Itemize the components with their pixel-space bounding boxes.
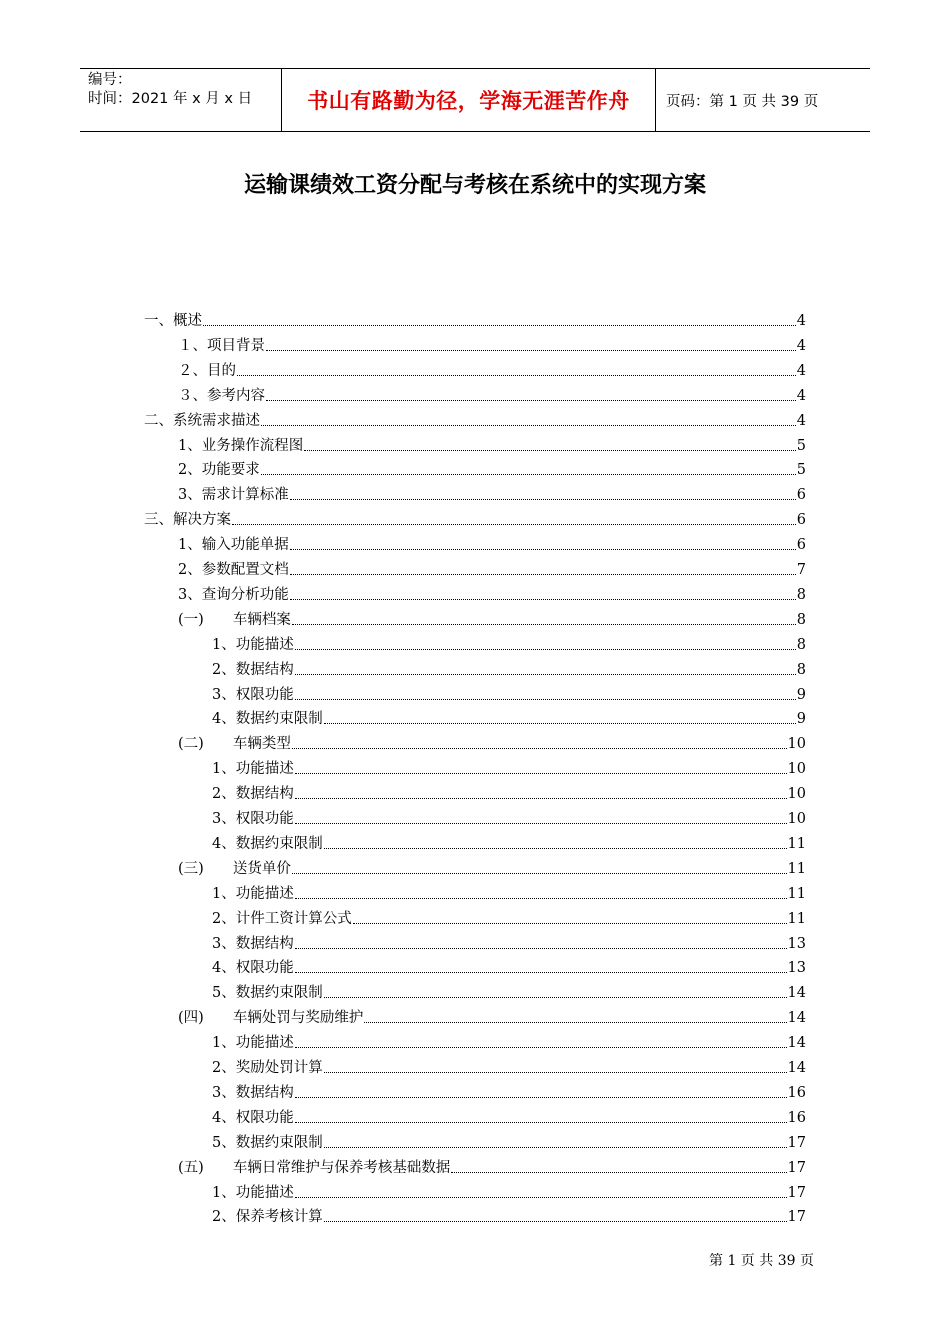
toc-entry-label: ３、参考内容 <box>178 387 265 404</box>
header-page-info: 页码：第 1 页 共 39 页 <box>666 93 819 110</box>
toc-entry[interactable] <box>212 829 806 853</box>
toc-entry-label: 2、保养考核计算 <box>212 1209 323 1226</box>
toc-entry-label: 3、权限功能 <box>212 686 294 703</box>
header-motto: 书山有路勤为径，学海无涯苦作舟 <box>307 89 630 113</box>
toc-entry-page-number: 4 <box>796 412 806 429</box>
toc-entry[interactable] <box>178 729 806 753</box>
toc-entry-page-number: 13 <box>787 935 806 952</box>
toc-entry-page-number: 10 <box>787 761 806 778</box>
toc-entry-label: 2、参数配置文档 <box>178 562 289 578</box>
toc-leader-dots <box>295 773 787 774</box>
toc-leader-dots <box>266 350 796 351</box>
toc-leader-dots <box>295 649 796 650</box>
toc-entry-page-number: 4 <box>796 313 806 329</box>
toc-entry-page-number: 16 <box>787 1084 806 1101</box>
toc-leader-dots <box>353 923 787 924</box>
toc-leader-dots <box>324 723 796 724</box>
toc-leader-dots <box>451 1172 786 1173</box>
toc-entry-page-number: 11 <box>787 860 806 877</box>
toc-entry-label: 2、数据结构 <box>212 661 294 678</box>
toc-leader-dots <box>324 1072 787 1073</box>
toc-entry-page-number: 11 <box>787 885 806 902</box>
toc-entry-label: ２、目的 <box>178 362 236 379</box>
toc-leader-dots <box>290 574 796 575</box>
toc-entry-page-number: 5 <box>796 437 806 454</box>
toc-entry[interactable] <box>178 1153 806 1177</box>
toc-entry-label: 4、数据约束限制 <box>212 711 323 728</box>
toc-entry-page-number: 14 <box>787 1010 806 1027</box>
toc-entry-label: 3、数据结构 <box>212 1084 294 1101</box>
toc-entry[interactable] <box>178 555 806 579</box>
toc-entry-label: (四) 车辆处罚与奖励维护 <box>178 1010 364 1027</box>
toc-entry-label: 3、权限功能 <box>212 811 294 827</box>
toc-entry[interactable] <box>212 1178 806 1202</box>
toc-entry-page-number: 9 <box>796 686 806 703</box>
toc-entry[interactable] <box>178 480 806 504</box>
toc-entry[interactable] <box>178 530 806 554</box>
header-page-info-cell <box>656 69 870 131</box>
page-header <box>80 68 870 132</box>
toc-entry[interactable] <box>178 854 806 878</box>
toc-leader-dots <box>324 997 787 998</box>
header-meta <box>80 69 282 131</box>
toc-entry[interactable] <box>144 306 806 330</box>
toc-entry[interactable] <box>212 1128 806 1152</box>
toc-entry-page-number: 14 <box>787 1060 806 1076</box>
toc-leader-dots <box>295 948 787 949</box>
toc-entry-label: 2、数据结构 <box>212 786 294 803</box>
toc-entry-label: 3、数据结构 <box>212 935 294 952</box>
document-time-label: 时间：2021 年 x 月 x 日 <box>88 91 253 107</box>
toc-entry-label: 1、功能描述 <box>212 1184 294 1201</box>
toc-entry-page-number: 10 <box>787 736 806 753</box>
toc-entry[interactable] <box>212 754 806 778</box>
toc-leader-dots <box>237 375 796 376</box>
toc-leader-dots <box>324 1221 787 1222</box>
toc-entry[interactable] <box>212 704 806 728</box>
toc-entry-page-number: 6 <box>796 537 806 554</box>
toc-entry[interactable] <box>212 779 806 803</box>
toc-leader-dots <box>295 1047 787 1048</box>
toc-entry-label: 3、需求计算标准 <box>178 487 289 504</box>
toc-entry-label: (五) 车辆日常维护与保养考核基础数据 <box>178 1159 451 1176</box>
toc-entry-page-number: 4 <box>796 337 806 354</box>
toc-leader-dots <box>364 1022 786 1023</box>
toc-leader-dots <box>232 524 796 525</box>
toc-entry[interactable] <box>212 1078 806 1102</box>
toc-entry-label: 5、数据约束限制 <box>212 985 323 1002</box>
toc-entry-page-number: 13 <box>787 960 806 977</box>
toc-entry-label: 2、计件工资计算公式 <box>212 910 352 927</box>
toc-leader-dots <box>290 499 796 500</box>
toc-entry-page-number: 7 <box>796 562 806 578</box>
toc-leader-dots <box>203 325 796 326</box>
toc-entry[interactable] <box>212 804 806 828</box>
toc-leader-dots <box>295 972 787 973</box>
toc-entry-page-number: 16 <box>787 1109 806 1126</box>
toc-entry-label: (二) 车辆类型 <box>178 736 291 753</box>
toc-leader-dots <box>295 674 796 675</box>
toc-leader-dots <box>266 400 796 401</box>
toc-entry-label: 一、概述 <box>144 313 202 329</box>
toc-entry-page-number: 8 <box>796 661 806 678</box>
toc-entry-page-number: 11 <box>787 835 806 852</box>
toc-entry[interactable] <box>178 580 806 604</box>
toc-entry[interactable] <box>212 1053 806 1077</box>
toc-entry-page-number: 17 <box>787 1184 806 1201</box>
toc-entry-page-number: 8 <box>796 586 806 603</box>
toc-leader-dots <box>292 748 787 749</box>
toc-entry-label: (三) 送货单价 <box>178 860 291 877</box>
toc-entry-page-number: 17 <box>787 1209 806 1226</box>
toc-entry[interactable] <box>178 431 806 455</box>
toc-entry-page-number: 17 <box>787 1159 806 1176</box>
toc-entry[interactable] <box>212 879 806 903</box>
toc-entry-page-number: 6 <box>796 512 806 529</box>
toc-entry[interactable] <box>178 605 806 629</box>
toc-leader-dots <box>290 599 796 600</box>
toc-entry-label: 1、功能描述 <box>212 636 294 653</box>
toc-entry[interactable] <box>144 406 806 430</box>
toc-entry-page-number: 10 <box>787 811 806 827</box>
toc-entry-label: 2、功能要求 <box>178 462 260 479</box>
toc-entry-label: 1、业务操作流程图 <box>178 437 304 454</box>
toc-entry-page-number: 10 <box>787 786 806 803</box>
toc-leader-dots <box>295 798 787 799</box>
toc-leader-dots <box>261 425 796 426</box>
toc-entry[interactable] <box>144 505 806 529</box>
toc-leader-dots <box>324 848 787 849</box>
toc-leader-dots <box>295 823 787 824</box>
toc-entry[interactable] <box>212 630 806 654</box>
toc-leader-dots <box>304 450 796 451</box>
toc-entry[interactable] <box>178 455 806 479</box>
toc-entry[interactable] <box>178 356 806 380</box>
toc-entry-page-number: 5 <box>796 462 806 479</box>
toc-entry-page-number: 4 <box>796 387 806 404</box>
toc-entry[interactable] <box>212 1028 806 1052</box>
toc-entry[interactable] <box>212 953 806 977</box>
toc-entry-page-number: 14 <box>787 985 806 1002</box>
toc-entry-label: 4、数据约束限制 <box>212 835 323 852</box>
toc-leader-dots <box>261 474 796 475</box>
toc-entry-page-number: 17 <box>787 1134 806 1151</box>
toc-leader-dots <box>292 624 796 625</box>
toc-entry-label: 1、输入功能单据 <box>178 537 289 554</box>
toc-leader-dots <box>295 898 787 899</box>
toc-entry-label: 1、功能描述 <box>212 761 294 778</box>
toc-leader-dots <box>324 1147 787 1148</box>
toc-entry-label: 1、功能描述 <box>212 1035 294 1052</box>
toc-leader-dots <box>295 1097 787 1098</box>
toc-entry-page-number: 14 <box>787 1035 806 1052</box>
toc-entry-page-number: 4 <box>796 362 806 379</box>
toc-entry[interactable] <box>212 978 806 1002</box>
document-title: 运输课绩效工资分配与考核在系统中的实现方案 <box>243 173 706 198</box>
toc-leader-dots <box>292 873 787 874</box>
toc-entry-label: 4、权限功能 <box>212 960 294 977</box>
toc-entry-label: 4、权限功能 <box>212 1109 294 1126</box>
toc-entry[interactable] <box>212 655 806 679</box>
toc-entry-label: 二、系统需求描述 <box>144 412 260 429</box>
toc-entry-page-number: 6 <box>796 487 806 504</box>
toc-entry-label: 1、功能描述 <box>212 885 294 902</box>
header-motto-cell <box>282 69 656 131</box>
toc-leader-dots <box>295 1197 787 1198</box>
toc-entry-label: 三、解决方案 <box>144 512 231 529</box>
toc-leader-dots <box>295 1122 787 1123</box>
toc-entry-page-number: 9 <box>796 711 806 728</box>
toc-entry-label: 5、数据约束限制 <box>212 1134 323 1151</box>
toc-leader-dots <box>290 549 796 550</box>
toc-entry[interactable] <box>178 1003 806 1027</box>
toc-entry[interactable] <box>178 381 806 405</box>
toc-entry-label: １、项目背景 <box>178 337 265 354</box>
toc-entry[interactable] <box>212 929 806 953</box>
toc-entry[interactable] <box>212 1202 806 1226</box>
toc-entry-label: 3、查询分析功能 <box>178 586 289 603</box>
toc-entry-page-number: 11 <box>787 910 806 927</box>
toc-entry-label: (一) 车辆档案 <box>178 611 291 628</box>
toc-entry-page-number: 8 <box>796 636 806 653</box>
document-number-label: 编号： <box>88 72 132 88</box>
toc-leader-dots <box>295 699 796 700</box>
toc-entry-page-number: 8 <box>796 611 806 628</box>
toc-entry-label: 2、奖励处罚计算 <box>212 1060 323 1076</box>
toc-entry[interactable] <box>212 680 806 704</box>
toc-entry[interactable] <box>178 331 806 355</box>
page-footer: 第 1 页 共 39 页 <box>709 1253 814 1269</box>
toc-entry[interactable] <box>212 1103 806 1127</box>
toc-entry[interactable] <box>212 904 806 928</box>
